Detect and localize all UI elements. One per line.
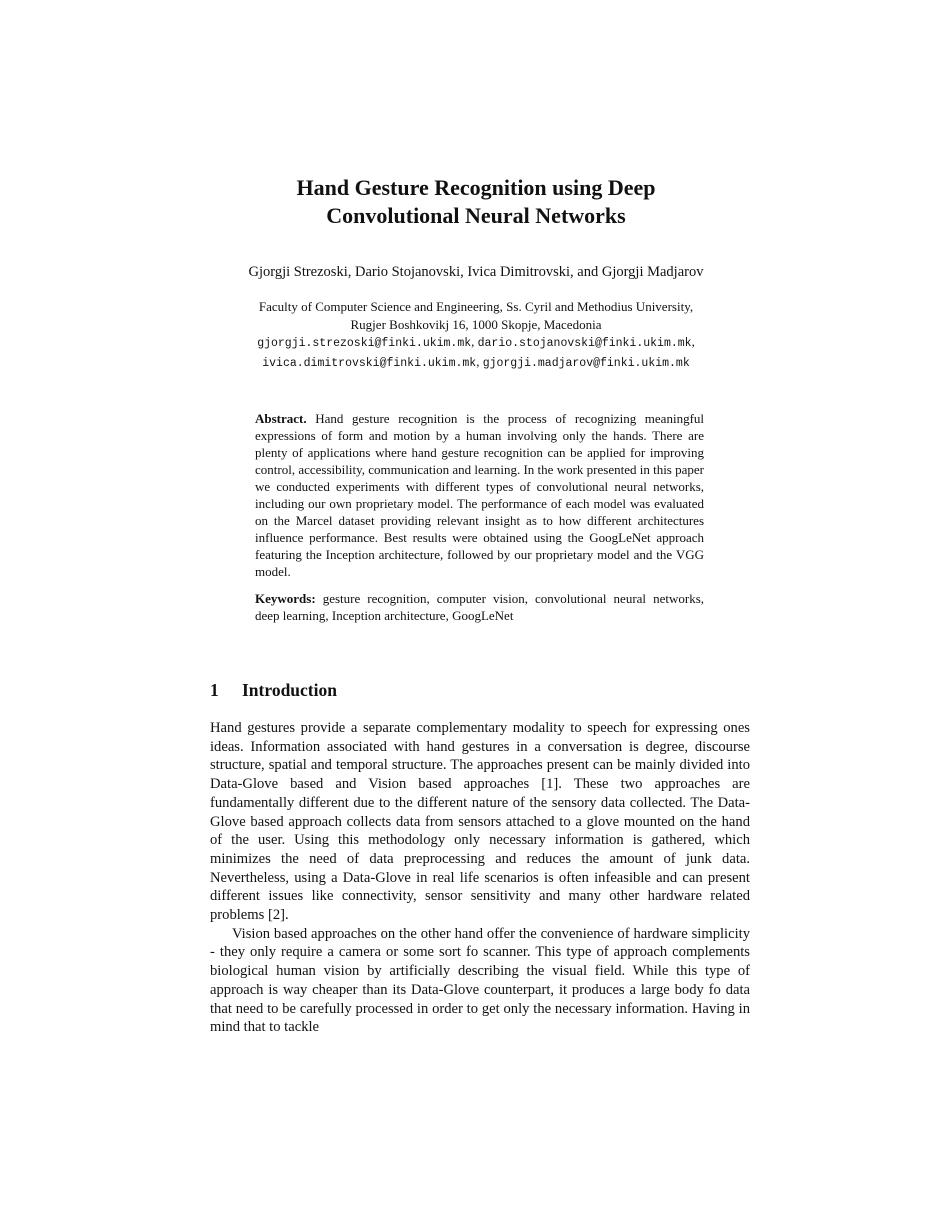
abstract-block	[255, 410, 704, 624]
affiliation-line-2: Rugjer Boshkovikj 16, 1000 Skopje, Macedonia	[350, 316, 602, 332]
keywords-paragraph	[255, 590, 704, 624]
affiliation-block	[0, 298, 952, 372]
author-email: ivica.dimitrovski@finki.ukim.mk	[262, 356, 477, 370]
abstract-label: Abstract.	[255, 411, 307, 426]
abstract-text: Hand gesture recognition is the process of recognizing meaningful expressions of form and motion by a human involving only the hands. There are plenty of applications where hand gesture recognition can be applied for improving control, accessibility, communication and learning. In the work presented in this paper we conducted experiments with different types of convolutional neural networks, including our own proprietary model. The performance of each model was evaluated on the Marcel dataset providing relevant insight as to how different architectures influence performance. Best results were obtained using the GoogLeNet approach featuring the Inception architecture, followed by our proprietary model and the VGG model.	[255, 411, 705, 579]
author-list: Gjorgji Strezoski, Dario Stojanovski, Ivica Dimitrovski, and Gjorgji Madjarov	[248, 264, 704, 280]
title-line-1: Hand Gesture Recognition using Deep	[296, 175, 656, 200]
title-line-2: Convolutional Neural Networks	[326, 203, 626, 228]
email-line-2: ivica.dimitrovski@finki.ukim.mk, gjorgji.madjarov@finki.ukim.mk	[262, 353, 690, 370]
paper-title	[0, 174, 952, 230]
intro-paragraph: Vision based approaches on the other hand offer the convenience of hardware simplicity - they only require a camera or some sort fo scanner. This type of approach complements biological human vision by artificially describing the visual field. While this type of approach is way cheaper than its Data-Glove counterpart, it produces a large body fo data that need to be carefully processed in order to get only the necessary information. Having in mind that to tackle	[210, 925, 750, 1036]
section-number: 1	[210, 680, 219, 700]
introduction-body	[210, 719, 750, 1037]
section-title: Introduction	[242, 680, 337, 700]
keywords-text: gesture recognition, computer vision, convolutional neural networks, deep learning, Inception architecture, GoogLeNet	[255, 591, 704, 623]
author-email: gjorgji.strezoski@finki.ukim.mk	[257, 337, 472, 350]
author-email: gjorgji.madjarov@finki.ukim.mk	[482, 356, 690, 370]
abstract-paragraph	[255, 410, 704, 580]
email-line-1: gjorgji.strezoski@finki.ukim.mk, dario.stojanovski@finki.ukim.mk,	[257, 334, 695, 350]
intro-paragraph: Hand gestures provide a separate complementary modality to speech for expressing ones ideas. Information associated with hand gestures in a conversation is degree, discourse structure, spatial and temporal structure. The approaches present can be mainly divided into Data-Glove based and Vision based approaches [1]. These two approaches are fundamentally different due to the different nature of the sensory data collected. The Data-Glove based approach collects data from sensors attached to a glove mounted on the hand of the user. Using this methodology only necessary information is gathered, which minimizes the need of data preprocessing and reduces the amount of junk data. Nevertheless, using a Data-Glove in real life scenarios is often infeasible and can present different issues like connectivity, sensor sensitivity and many other hardware related problems [2].	[210, 720, 750, 924]
affiliation-line-1: Faculty of Computer Science and Engineering, Ss. Cyril and Methodius University,	[258, 299, 694, 314]
keywords-label: Keywords:	[255, 591, 316, 606]
section-heading	[210, 680, 337, 701]
author-email: dario.stojanovski@finki.ukim.mk	[477, 337, 692, 350]
